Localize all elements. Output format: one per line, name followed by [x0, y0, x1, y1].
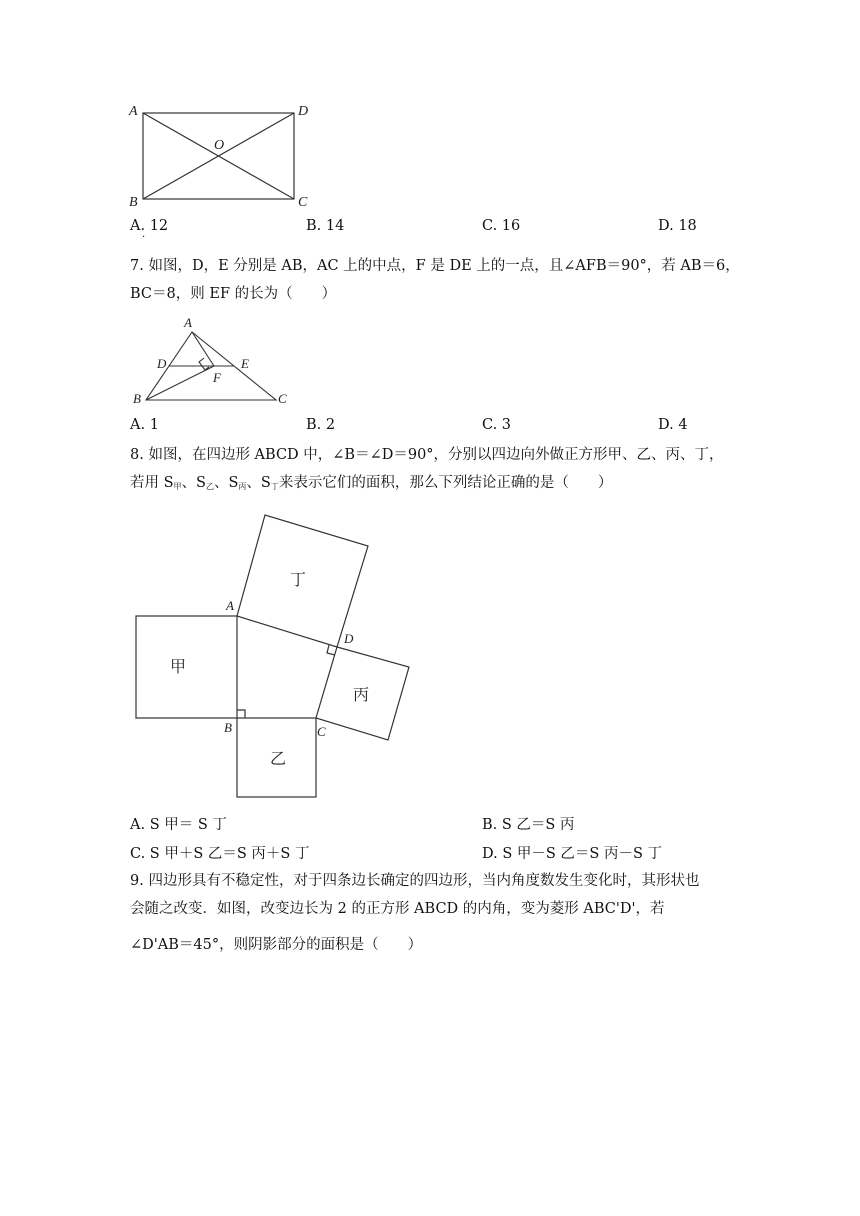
q8-line-2-pre: 若用 S: [130, 475, 174, 491]
q8-line-1: 8. 如图，在四边形 ABCD 中，∠B＝∠D＝90°，分别以四边向外做正方形甲、乙、丙、丁，: [130, 447, 724, 463]
q8-option-b: B. S 乙＝S 丙: [482, 817, 575, 833]
q9-line-2: 会随之改变．如图，改变边长为 2 的正方形 ABCD 的内角，变为菱形 ABC'D'，若: [130, 901, 665, 917]
dot-mark: ·: [142, 232, 146, 243]
q9-line-3: ∠D'AB＝45°，则阴影部分的面积是（ ）: [130, 937, 423, 953]
rectangle-figure: [120, 96, 320, 211]
q6-option-d: D. 18: [658, 218, 697, 234]
segment-bf: [146, 366, 214, 400]
label-b: B: [133, 391, 141, 406]
q6-option-b: B. 14: [306, 218, 345, 234]
label-a: A: [129, 104, 138, 119]
q9-line-1: 9. 四边形具有不稳定性，对于四条边长确定的四边形，当内角度数发生变化时，其形状也: [130, 873, 700, 889]
label-e: E: [241, 356, 249, 371]
sub-jia: 甲: [173, 482, 182, 491]
label-a: A: [184, 315, 192, 330]
label-c: C: [298, 195, 308, 210]
label-bing: 丙: [353, 687, 370, 704]
sub-bing: 丙: [238, 482, 247, 491]
q7-line-2: BC＝8，则 EF 的长为（ ）: [130, 286, 337, 302]
q8-line-2-post: 来表示它们的面积，那么下列结论正确的是（ ）: [278, 475, 613, 491]
label-f: F: [213, 370, 221, 385]
label-b: B: [224, 720, 232, 735]
q7-option-d: D. 4: [658, 417, 688, 433]
label-yi: 乙: [270, 751, 287, 768]
segment-af: [192, 332, 214, 366]
label-c: C: [278, 391, 287, 406]
label-o: O: [214, 138, 225, 153]
label-c: C: [317, 724, 326, 739]
label-d: D: [298, 104, 309, 119]
q7-option-c: C. 3: [482, 417, 512, 433]
q6-option-a: A. 12: [130, 218, 169, 234]
label-b: B: [129, 195, 138, 210]
label-d: D: [157, 356, 167, 371]
sub-yi: 乙: [205, 482, 214, 491]
q8-option-d: D. S 甲－S 乙＝S 丙－S 丁: [482, 846, 662, 862]
q6-option-c: C. 16: [482, 218, 521, 234]
q8-option-a: A. S 甲＝ S 丁: [130, 817, 227, 833]
label-d: D: [344, 631, 354, 646]
q8-option-c: C. S 甲＋S 乙＝S 丙＋S 丁: [130, 846, 310, 862]
q8-line-2: 若用 $S_甲$、$S_乙$、$S_丙$、$S_丁$来表示它们的面积，那么下列结论正确的是（ ）: [130, 475, 613, 491]
right-angle-mark: [199, 358, 209, 370]
label-ding: 丁: [290, 572, 307, 589]
label-jia: 甲: [170, 659, 187, 676]
square-jia: [136, 616, 237, 718]
q7-option-a: A. 1: [130, 417, 159, 433]
right-angle-b: [237, 710, 245, 718]
q7-option-b: B. 2: [306, 417, 336, 433]
q7-line-1: 7. 如图，D，E 分别是 AB，AC 上的中点，F 是 DE 上的一点，且∠AFB＝90°，若 AB＝6，: [130, 258, 740, 274]
sub-ding: 丁: [270, 482, 279, 491]
triangle-figure: [128, 312, 298, 408]
quadrilateral-squares-figure: [120, 505, 420, 805]
label-a: A: [226, 598, 234, 613]
